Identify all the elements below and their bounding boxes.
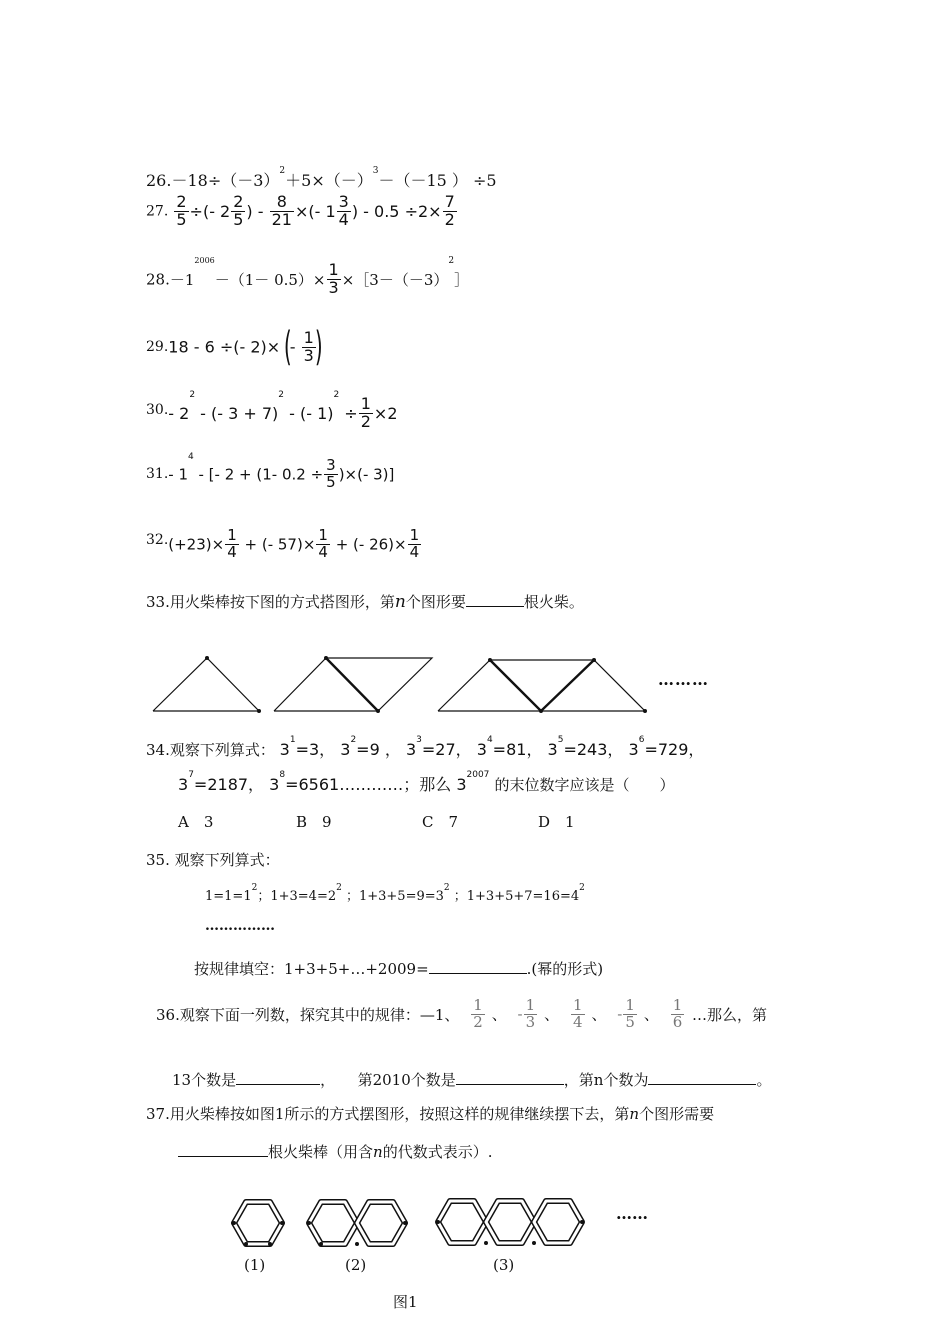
q36-term-3: - $\frac{1}{3}$ — [517, 996, 536, 1031]
q37-ellipsis: …… — [616, 1204, 648, 1223]
q31-c: )×(- 3)] — [338, 465, 395, 484]
q30-e: ×2 — [373, 403, 398, 423]
q32-c: + (- 26)× — [330, 535, 407, 554]
q29-c: - — [289, 337, 301, 357]
q36-term-6: $\frac{1}{6}$ — [672, 996, 683, 1031]
q32-frac-1: $\frac{1}{4}$ — [227, 526, 237, 561]
q28-a: －1 — [169, 270, 195, 289]
q37-fig2 — [309, 1202, 405, 1244]
q30-frac: $\frac{1}{2}$ — [360, 394, 371, 431]
q37-fig3 — [438, 1201, 582, 1243]
q37-text-d: 的代数式表示）. — [382, 1143, 493, 1161]
q34-option-d[interactable]: D 1 — [538, 813, 575, 831]
q34-option-b[interactable]: B 9 — [296, 813, 332, 831]
q34-powers-row2: $3^7=2187$， $3^8=6561\dots\dots\dots\dots$；那么 $3^{2007}$ — [178, 770, 490, 794]
q36-term-2: $\frac{1}{2}$ — [473, 996, 483, 1031]
q36-post: …那么，第 — [692, 1005, 768, 1024]
q29-frac: $\frac{1}{3}$ — [303, 327, 314, 365]
q36-term-4: $\frac{1}{4}$ — [572, 996, 583, 1031]
q34-option-c[interactable]: C 7 — [422, 813, 459, 831]
q35-equations: $1=1=1^2$；$1+3=4=2^2$ ；$1+3+5=9=3^2$ ；$1+3+5+7=16=4^2$ — [205, 883, 585, 904]
q30-number: 30. — [146, 402, 169, 418]
q27-op1: ÷(- 2 — [189, 201, 231, 221]
q34-powers-row1: $3^1=3$， $3^2=9$ ， $3^3=27$， $3^4=81$， $3^5=243$， $3^6=729$， — [279, 735, 705, 759]
q29-left-paren: ( — [284, 324, 292, 370]
q28-b: －（1－ 0.5）× — [214, 270, 326, 289]
q33-ellipsis: ……… — [658, 670, 709, 689]
q27-frac-2: $\frac{2}{5}$ — [233, 192, 244, 229]
q37-text-c: 根火柴棒（用含 — [268, 1143, 374, 1161]
q34-option-a[interactable]: A 3 — [178, 813, 214, 831]
q31-b: - [- 2 + (1- 0.2 ÷ — [193, 465, 324, 484]
q30-b: - (- 3 + 7) — [195, 403, 279, 423]
q34-question: 的末位数字应该是（ ） — [494, 776, 675, 794]
q36-end: 。 — [756, 1071, 772, 1089]
q33-text-b: 个图形要 — [405, 593, 466, 611]
q27-frac-4: $\frac{3}{4}$ — [338, 192, 349, 229]
q30-a: - 2 — [168, 403, 190, 423]
q30-c: - (- 1) — [284, 403, 334, 423]
q26-expr-b: ＋5×（－） — [285, 171, 373, 190]
q27-number: 27. — [146, 203, 169, 220]
q33-text-a: 33.用火柴棒按下图的方式搭图形，第 — [146, 593, 395, 611]
q28-number: 28. — [146, 270, 170, 289]
q35-title: 35. 观察下列算式： — [146, 851, 280, 869]
q27-op4: ) - 0.5 ÷2× — [351, 201, 442, 221]
q29-right-paren: ) — [314, 324, 323, 370]
q37-text-b: 个图形需要 — [639, 1105, 715, 1123]
q30-ea: 2 — [189, 390, 196, 400]
q37-caption: 图1 — [393, 1293, 418, 1311]
q28-d: ］ — [454, 270, 470, 289]
q29-number: 29. — [146, 339, 169, 355]
q36-2010th-label: ， 第2010个数是 — [320, 1071, 456, 1089]
q33-var-n: n — [394, 592, 406, 612]
q28-c: ×［3－（－3） — [341, 270, 449, 289]
q37-label-2: (2) — [345, 1256, 367, 1274]
q37-label-1: (1) — [244, 1256, 266, 1274]
q37-var-n2: n — [373, 1143, 383, 1161]
q27-op3: ×(- 1 — [294, 201, 336, 221]
q32-frac-3: $\frac{1}{4}$ — [409, 526, 420, 561]
q36-seq: $\frac{1}{2}$ 、 - $\frac{1}{3}$ 、 $\frac{1}{4}$ 、 - $\frac{1}{5}$ 、 $\frac{1}{6}$ — [464, 1004, 692, 1022]
q26-exp2: 3 — [372, 166, 379, 176]
q32-number: 32. — [146, 532, 169, 548]
q36-nth-label: ，第n个数为 — [563, 1071, 649, 1089]
q30-eb: 2 — [278, 390, 285, 400]
q29-b: (- 2)× — [233, 337, 281, 357]
q36-term-5: - $\frac{1}{5}$ — [617, 996, 635, 1031]
q32-frac-2: $\frac{1}{4}$ — [318, 526, 328, 561]
q26-expr-a: －18÷（－3） — [171, 171, 280, 190]
q26-exp1: 2 — [279, 166, 286, 176]
q32-a: (+23)× — [168, 535, 225, 554]
q28-exp: 2006 — [194, 256, 215, 265]
q27-frac-5: $\frac{7}{2}$ — [444, 192, 455, 229]
q27-frac-1: $\frac{2}{5}$ — [176, 192, 187, 229]
q37-text-a: 37.用火柴棒按如图1所示的方式摆图形，按照这样的规律继续摆下去，第 — [146, 1105, 630, 1123]
q37-fig1 — [234, 1202, 282, 1244]
q32-b: + (- 57)× — [239, 535, 316, 554]
q26-number: 26. — [146, 171, 172, 190]
q35-fill-text: 按规律填空：1+3+5+…+2009= — [194, 960, 429, 978]
q35-tail: .(幂的形式) — [526, 960, 604, 978]
q34-intro: 34.观察下列算式： — [146, 741, 275, 759]
q33-text-c: 根火柴。 — [523, 593, 584, 611]
q31-a: - 1 — [168, 465, 188, 484]
q37-label-3: (3) — [493, 1256, 515, 1274]
q36-intro: 36.观察下面一列数，探究其中的规律：—1、 — [156, 1005, 460, 1024]
q28-exp2: 2 — [448, 256, 455, 266]
q27-op2: ) - — [246, 201, 269, 221]
q27-frac-3: $\frac{8}{21}$ — [271, 192, 292, 229]
q35-ellipsis: …………… — [205, 918, 275, 934]
q30-d: ÷ — [339, 403, 358, 423]
q31-frac: $\frac{3}{5}$ — [326, 456, 336, 491]
q26-expr-c: －（－15 ） ÷5 — [378, 171, 497, 190]
q31-ea: 4 — [188, 452, 194, 462]
q28-frac: $\frac{1}{3}$ — [328, 260, 339, 297]
q37-var-n: n — [629, 1105, 640, 1123]
q31-number: 31. — [146, 466, 169, 482]
q30-ec: 2 — [333, 390, 340, 400]
q36-13th-label: 13个数是 — [172, 1071, 237, 1089]
q29-a: 18 - 6 ÷ — [168, 337, 234, 357]
